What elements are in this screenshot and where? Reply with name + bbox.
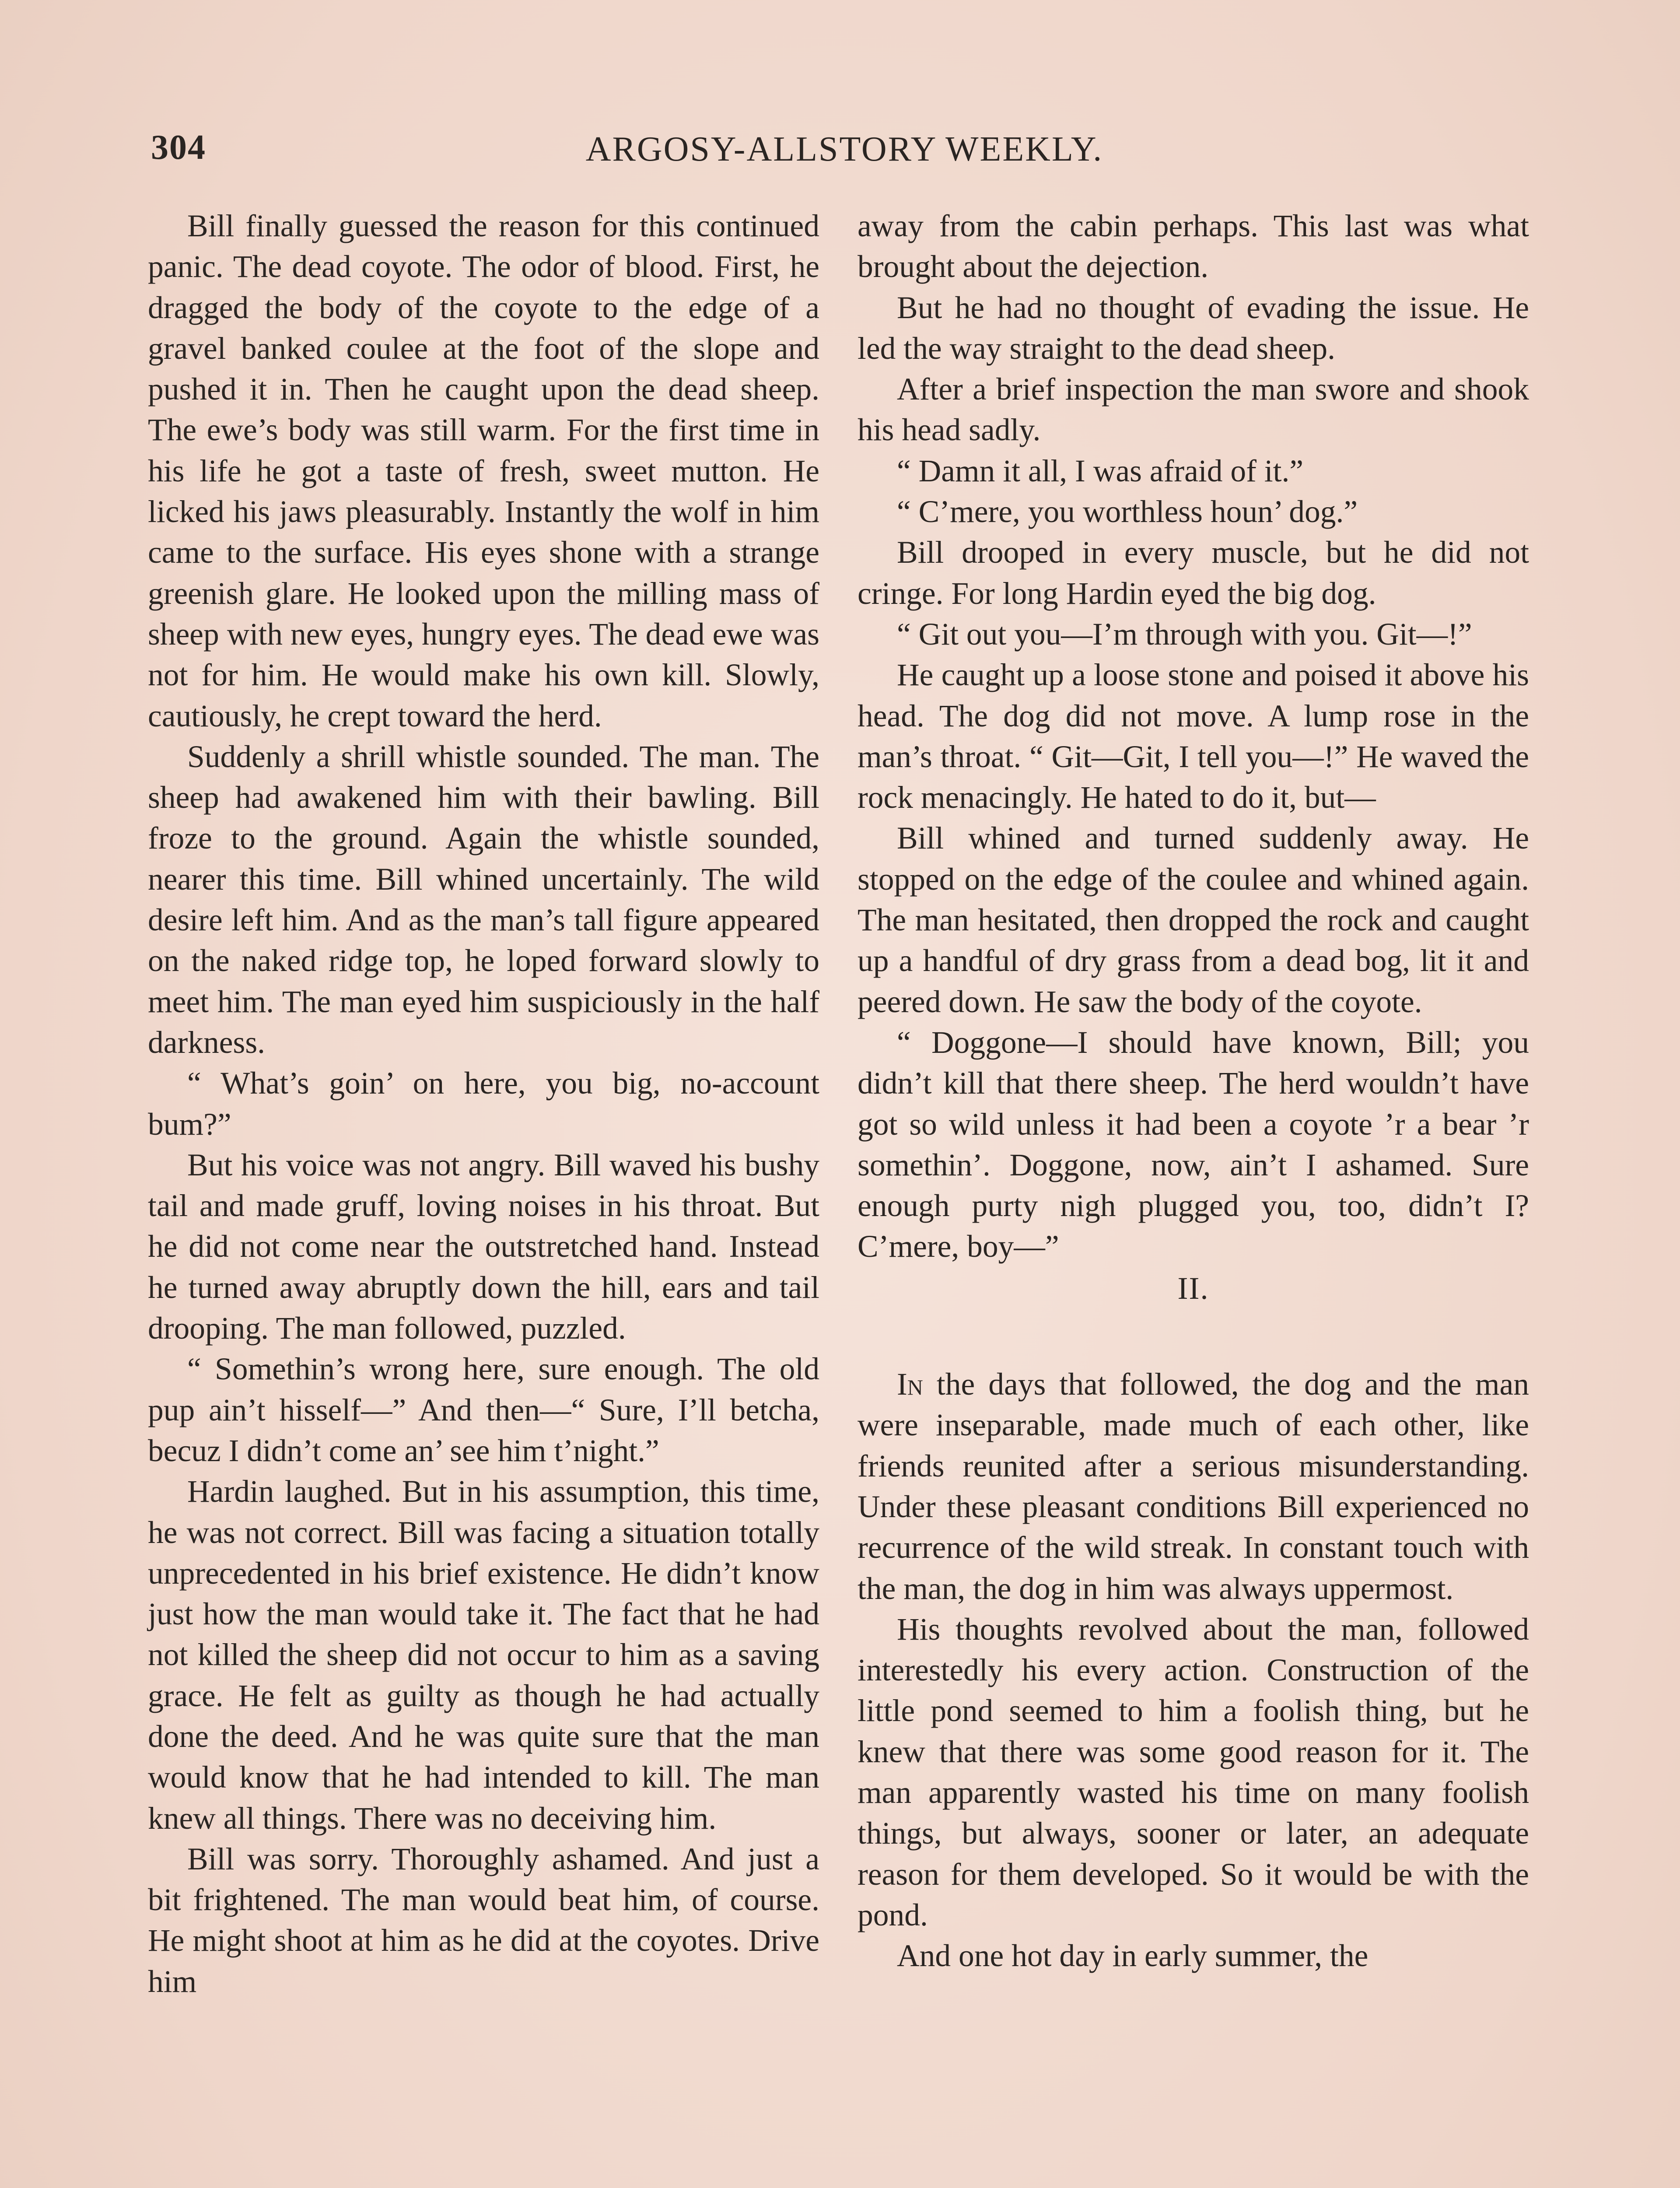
running-head: ARGOSY-ALLSTORY WEEKLY. xyxy=(585,130,1103,168)
paragraph-text: Bill was sorry. Thoroughly ashamed. And just a bit frightened. The man would beat him, of course. He might shoot at him as he did at the coyotes. Drive him xyxy=(148,1841,819,1999)
paragraph-text: Bill drooped in every muscle, but he did not cringe. For long Hardin eyed the big dog. xyxy=(858,535,1529,611)
page-number: 304 xyxy=(151,128,206,167)
paragraph xyxy=(858,369,1529,451)
paragraph-text: After a brief inspection the man swore and shook his head sadly. xyxy=(858,372,1529,448)
paragraph xyxy=(858,451,1529,491)
paragraph-text: the days that followed, the dog and the man were inseparable, made much of each other, like friends reunited after a serious misunderstanding. Under these pleasant conditions Bill experienced no recurrence of the wild streak. In constant touch with the man, the dog in him was always uppermost. xyxy=(858,1367,1529,1606)
paragraph-text: “ Somethin’s wrong here, sure enough. The old pup ain’t hisself—” And then—“ Sure, I’ll betcha, becuz I didn’t come an’ see him t’night.” xyxy=(148,1352,819,1468)
paragraph-text: “ Git out you—I’m through with you. Git—!” xyxy=(897,617,1472,652)
paragraph xyxy=(148,1063,819,1145)
paragraph xyxy=(858,655,1529,818)
paragraph-text: But his voice was not angry. Bill waved his bushy tail and made gruff, loving noises in his throat. But he did not come near the outstretched hand. Instead he turned away abruptly down the hill, ears and tail drooping. The man followed, puzzled. xyxy=(148,1147,819,1346)
paragraph xyxy=(858,206,1529,288)
paragraph-text: away from the cabin perhaps. This last was what brought about the dejection. xyxy=(858,209,1529,284)
right-column-top xyxy=(858,206,1529,1267)
paragraph-text: Bill whined and turned suddenly away. He stopped on the edge of the coulee and whined again. The man hesitated, then dropped the rock and caught up a handful of dry grass from a dead bog, lit it and peered down. He saw the body of the coyote. xyxy=(858,821,1529,1019)
paragraph-text: Hardin laughed. But in his assumption, this time, he was not correct. Bill was facing a situation totally unprecedented in his brief existence. He didn’t know just how the man would take it. The fact that he had not killed the sheep did not occur to him as a saving grace. He felt as guilty as though he had actually done the deed. And he was quite sure that the man would know that he had intended to kill. The man knew all things. There was no deceiving him. xyxy=(148,1474,819,1836)
right-column-bottom xyxy=(858,1364,1529,1976)
paragraph-text: “ C’mere, you worthless houn’ dog.” xyxy=(897,494,1358,529)
paragraph xyxy=(148,1349,819,1471)
paragraph xyxy=(858,1609,1529,1936)
paragraph-text: “ Doggone—I should have known, Bill; you didn’t kill that there sheep. The herd wouldn’t have got so wild unless it had been a coyote ’r a bear ’r somethin’. Doggone, now, ain’t I ashamed. Sure enough purty nigh plugged you, too, didn’t I? C’mere, boy—” xyxy=(858,1025,1529,1264)
page-header xyxy=(151,128,1538,176)
paragraph xyxy=(148,1471,819,1839)
paragraph xyxy=(858,288,1529,369)
paragraph xyxy=(858,1022,1529,1267)
paragraph-text: Suddenly a shrill whistle sounded. The man. The sheep had awakened him with their bawling. Bill froze to the ground. Again the whistle sounded, nearer this time. Bill whined uncertainly. The wild desire left him. And as the man’s tall figure appeared on the naked ridge top, he loped forward slowly to meet him. The man eyed him suspiciously in the half darkness. xyxy=(148,739,819,1060)
paragraph xyxy=(858,532,1529,614)
drop-lead: In xyxy=(897,1367,923,1402)
paragraph-text: “ What’s goin’ on here, you big, no-account bum?” xyxy=(148,1066,819,1142)
paragraph xyxy=(148,1839,819,2002)
paragraph xyxy=(858,614,1529,655)
paragraph-text: Bill finally guessed the reason for this continued panic. The dead coyote. The odor of blood. First, he dragged the body of the coyote to the edge of a gravel banked coulee at the foot of the slope and pushed it in. Then he caught upon the dead sheep. The ewe’s body was still warm. For the first time in his life he got a taste of fresh, sweet mutton. He licked his jaws pleasurably. Instantly the wolf in him came to the surface. His eyes shone with a strange greenish glare. He looked upon the milling mass of sheep with new eyes, hungry eyes. The dead ewe was not for him. He would make his own kill. Slowly, cautiously, he crept toward the herd. xyxy=(148,209,819,733)
paragraph xyxy=(858,1364,1529,1609)
paragraph xyxy=(148,206,819,736)
paragraph-text: And one hot day in early summer, the xyxy=(897,1939,1368,1974)
paragraph xyxy=(148,1145,819,1349)
section-heading: II. xyxy=(1177,1270,1209,1306)
paragraph xyxy=(148,736,819,1063)
paragraph xyxy=(858,1936,1529,1976)
paragraph xyxy=(858,491,1529,532)
paragraph xyxy=(858,818,1529,1022)
paragraph-text: He caught up a loose stone and poised it above his head. The dog did not move. A lump rose in the man’s throat. “ Git—Git, I tell you—!” He waved the rock menacingly. He hated to do it, but— xyxy=(858,658,1529,815)
paragraph-text: “ Damn it all, I was afraid of it.” xyxy=(897,453,1304,488)
right-column xyxy=(858,206,1529,1976)
paragraph-text: But he had no thought of evading the issue. He led the way straight to the dead sheep. xyxy=(858,290,1529,366)
paragraph-text: His thoughts revolved about the man, followed interestedly his every action. Construction of the little pond seemed to him a foolish thing, but he knew that there was some good reason for it. The man apparently wasted his time on many foolish things, but always, sooner or later, an adequate reason for them developed. So it would be with the pond. xyxy=(858,1612,1529,1932)
left-column xyxy=(148,206,819,2002)
